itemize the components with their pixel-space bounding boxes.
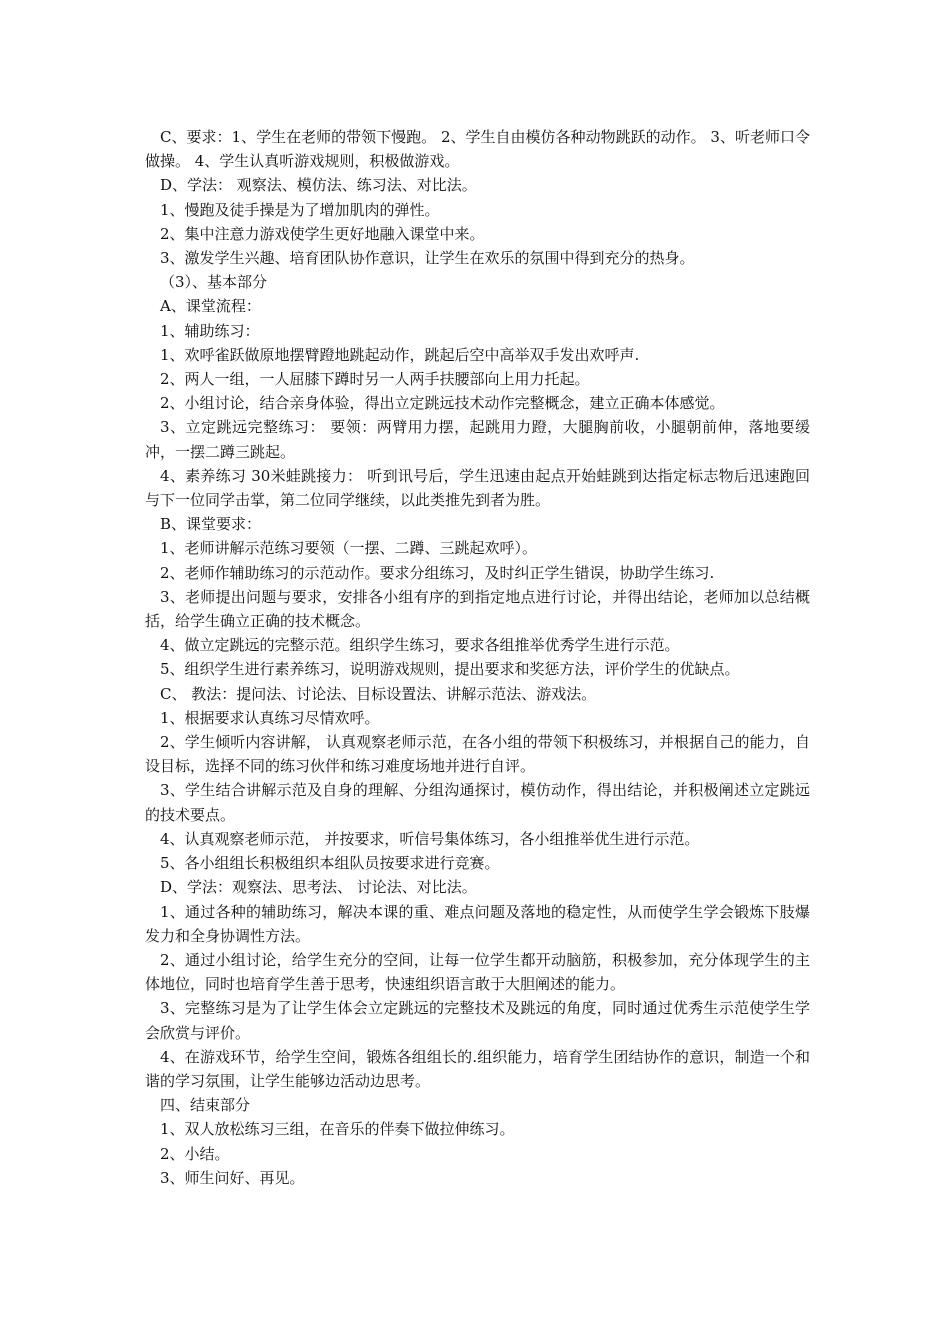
paragraph: 2、学生倾听内容讲解， 认真观察老师示范，在各小组的带领下积极练习，并根据自己的能力，自设目标，选择不同的练习伙伴和练习难度场地并进行自评。: [145, 733, 810, 776]
paragraph: C、要求：1、学生在老师的带领下慢跑。 2、学生自由模仿各种动物跳跃的动作。 3、听老师口令做操。 4、学生认真听游戏规则，积极做游戏。: [145, 128, 810, 171]
document-body: [145, 125, 810, 1190]
paragraph: 2、老师作辅助练习的示范动作。要求分组练习，及时纠正学生错误，协助学生练习.: [160, 563, 715, 582]
paragraph: 1、老师讲解示范练习要领（一摆、二蹲、三跳起欢呼）。: [160, 539, 538, 558]
paragraph: 2、小结。: [160, 1144, 230, 1163]
paragraph: 4、在游戏环节，给学生空间，锻炼各组组长的.组织能力，培育学生团结协作的意识，制造一个和谐的学习氛围，让学生能够边活动边思考。: [145, 1047, 810, 1090]
paragraph: 5、组织学生进行素养练习，说明游戏规则，提出要求和奖惩方法，评价学生的优缺点。: [160, 660, 740, 679]
paragraph: 4、做立定跳远的完整示范。组织学生练习，要求各组推举优秀学生进行示范。: [160, 636, 680, 655]
paragraph: C、 教法：提问法、讨论法、目标设置法、讲解示范法、游戏法。: [160, 684, 597, 703]
paragraph: 2、集中注意力游戏使学生更好地融入课堂中来。: [160, 224, 485, 243]
paragraph: 2、通过小组讨论，给学生充分的空间，让每一位学生都开动脑筋，积极参加，充分体现学生的主体地位，同时也培育学生善于思考，快速组织语言敢于大胆阐述的能力。: [145, 950, 810, 994]
section-heading: （3）、基本部分: [160, 273, 268, 292]
paragraph: 5、各小组组长积极组织本组队员按要求进行竞赛。: [160, 854, 500, 873]
paragraph: 1、欢呼雀跃做原地摆臂蹬地跳起动作，跳起后空中高举双手发出欢呼声.: [160, 345, 640, 364]
paragraph: 2、两人一组，一人屈膝下蹲时另一人两手扶腰部向上用力托起。: [160, 370, 590, 389]
paragraph: 3、师生问好、再见。: [160, 1168, 305, 1187]
paragraph: 3、完整练习是为了让学生体会立定跳远的完整技术及跳远的角度，同时通过优秀生示范使学生学会欣赏与评价。: [145, 999, 810, 1042]
paragraph: B、课堂要求：: [160, 515, 262, 534]
paragraph: 2、小组讨论，结合亲身体验，得出立定跳远技术动作完整概念，建立正确本体感觉。: [160, 394, 725, 413]
paragraph: 3、学生结合讲解示范及自身的理解、分组沟通探讨，模仿动作，得出结论，并积极阐述立定跳远的技术要点。: [145, 781, 810, 824]
paragraph: 1、慢跑及徒手操是为了增加肌肉的弹性。: [160, 200, 440, 219]
paragraph: 3、激发学生兴趣、培育团队协作意识，让学生在欢乐的氛围中得到充分的热身。: [160, 249, 695, 268]
paragraph: 3、老师提出问题与要求，安排各小组有序的到指定地点进行讨论，并得出结论，老师加以总结概括，给学生确立正确的技术概念。: [145, 587, 810, 631]
paragraph: 4、认真观察老师示范， 并按要求，听信号集体练习，各小组推举优生进行示范。: [160, 829, 700, 848]
paragraph: 3、立定跳远完整练习： 要领：两臂用力摆，起跳用力蹬，大腿胸前收，小腿朝前伸，落地要缓冲，一摆二蹲三跳起。: [145, 418, 810, 461]
paragraph: 1、通过各种的辅助练习，解决本课的重、难点问题及落地的稳定性，从而使学生学会锻炼下肢爆发力和全身协调性方法。: [145, 902, 810, 945]
paragraph: A、课堂流程：: [160, 297, 261, 316]
section-heading: 四、结束部分: [160, 1096, 251, 1115]
paragraph: 1、根据要求认真练习尽情欢呼。: [160, 708, 380, 727]
paragraph: 4、素养练习 30米蛙跳接力： 听到讯号后，学生迅速由起点开始蛙跳到达指定标志物后迅速跑回与下一位同学击掌，第二位同学继续，以此类推先到者为胜。: [145, 466, 810, 510]
paragraph: D、学法： 观察法、模仿法、练习法、对比法。: [160, 176, 477, 195]
paragraph: D、学法：观察法、思考法、 讨论法、对比法。: [160, 878, 477, 897]
paragraph: 1、双人放松练习三组，在音乐的伴奏下做拉伸练习。: [160, 1120, 515, 1139]
paragraph: 1、辅助练习：: [160, 321, 260, 340]
